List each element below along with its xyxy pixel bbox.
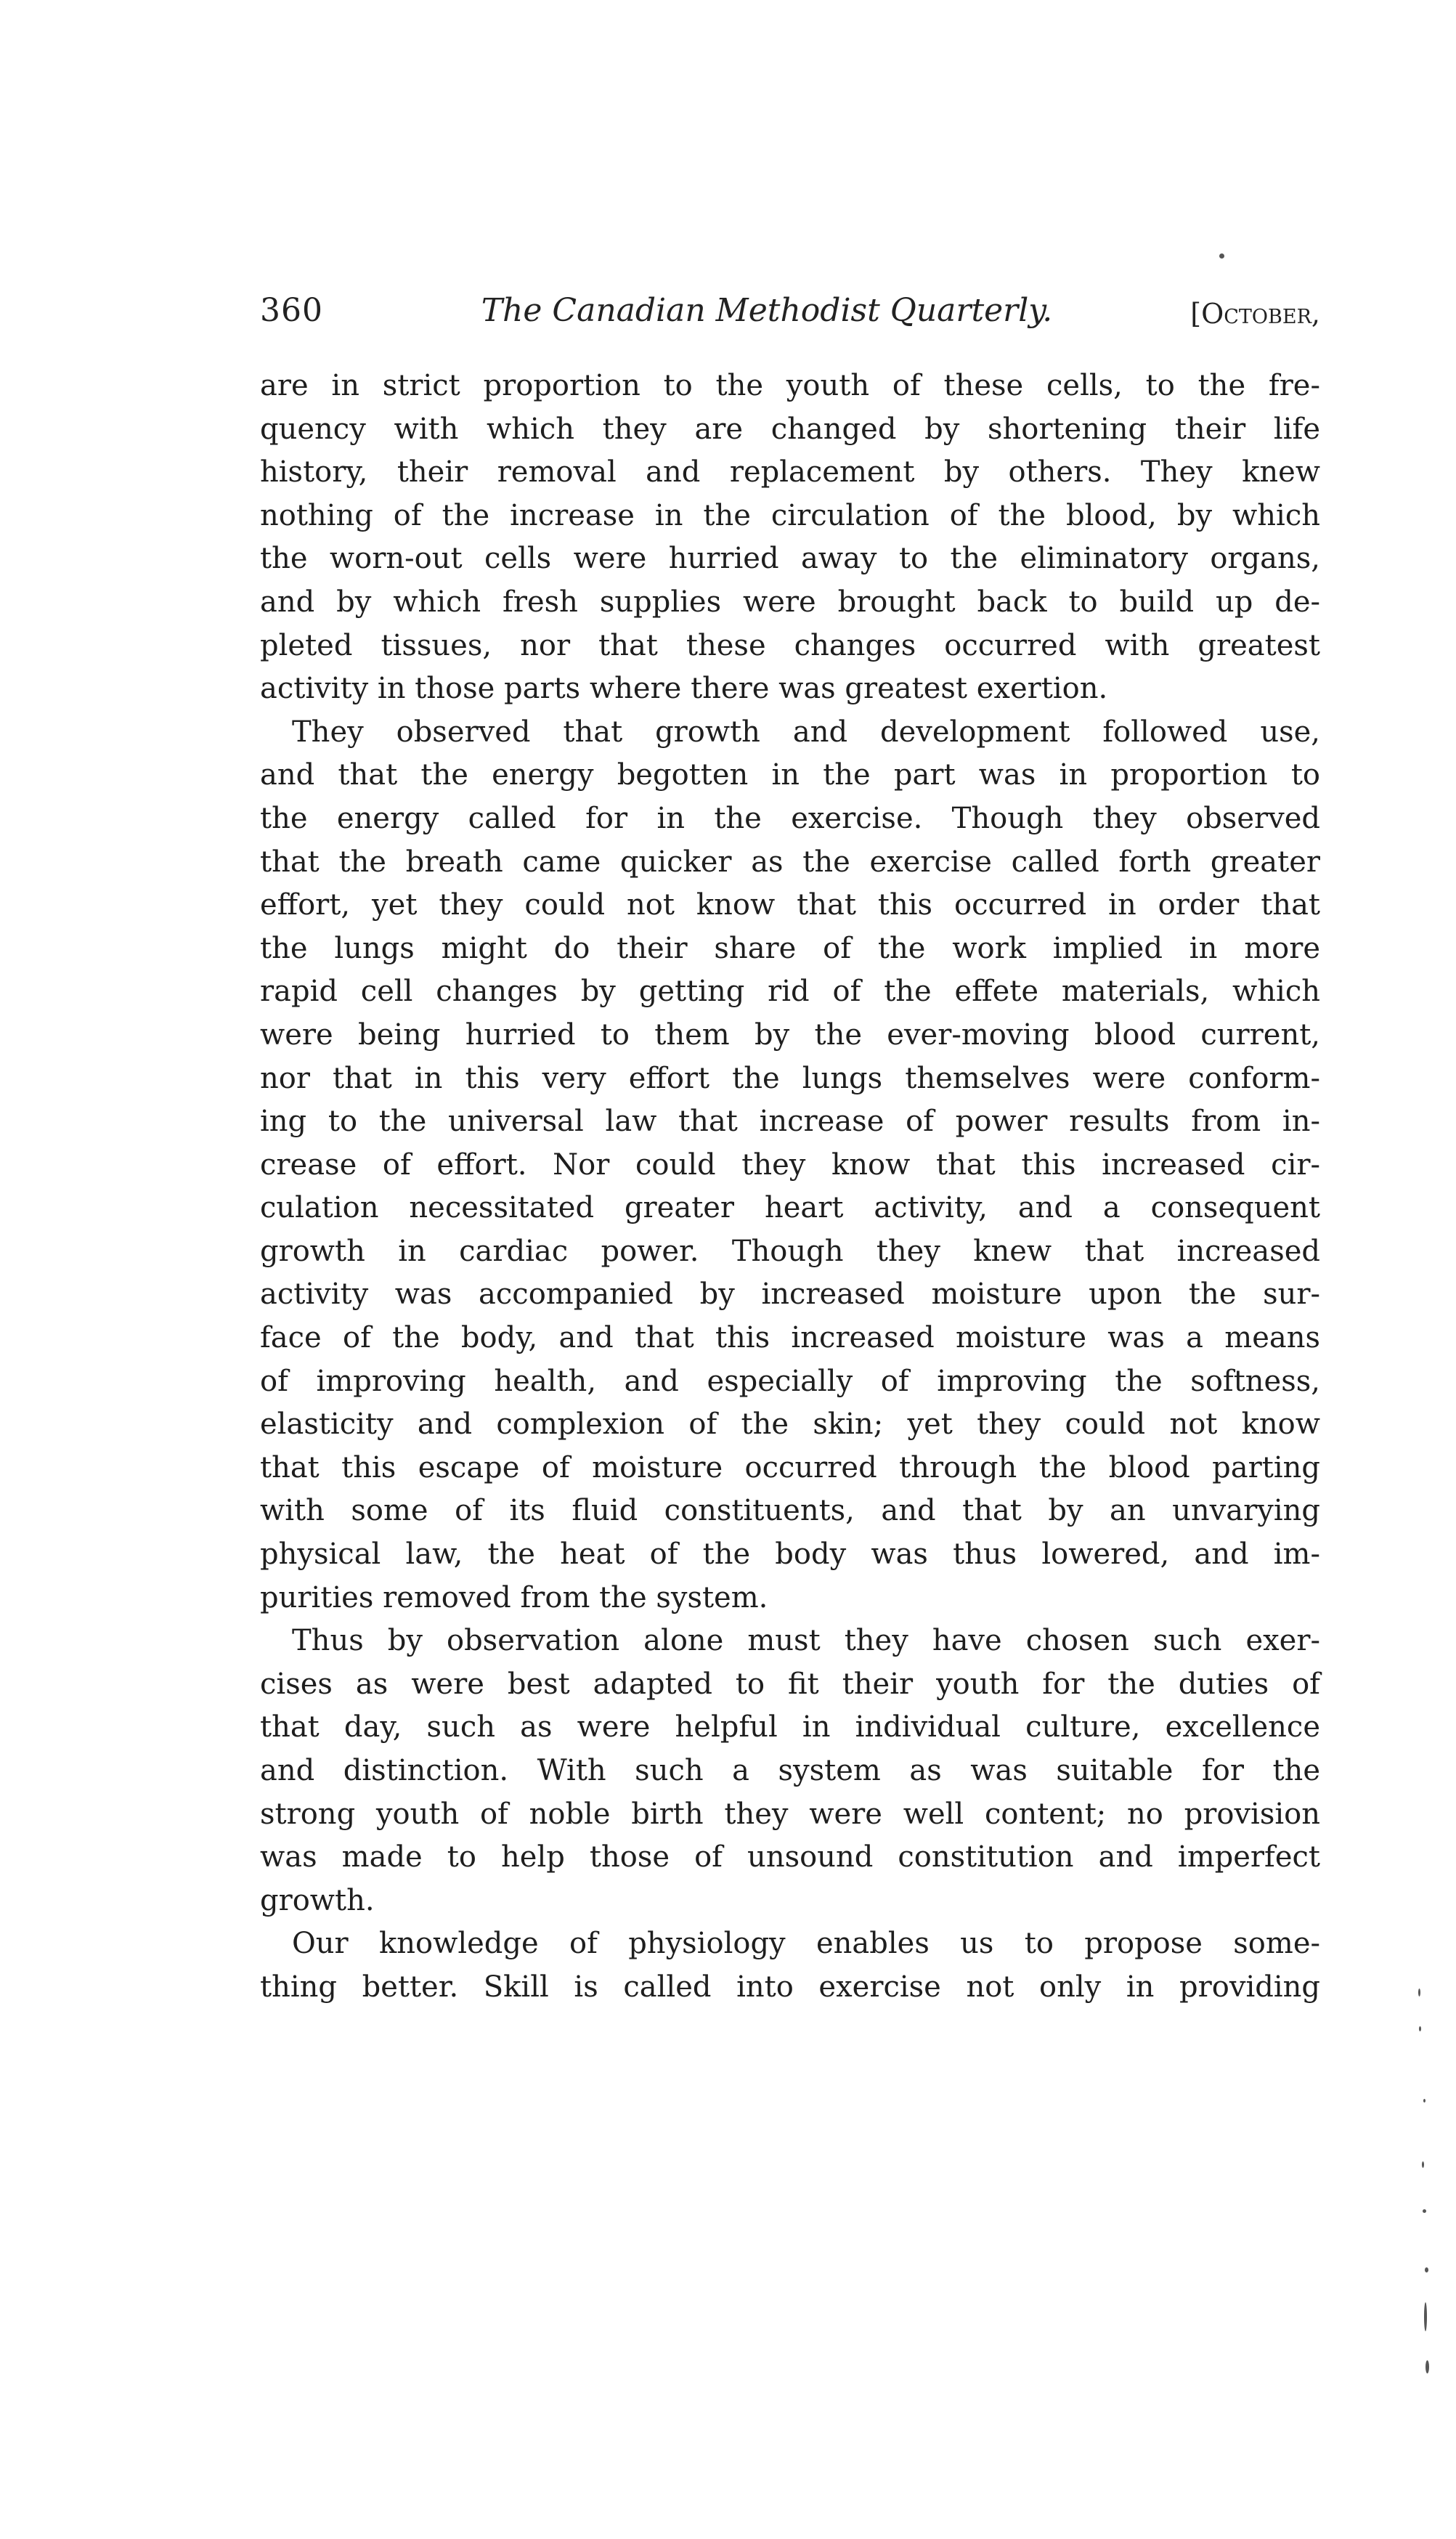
text-line: nothing of the increase in the circulation of the blood, by which <box>260 498 1320 532</box>
text-line: culation necessitated greater heart activity, and a consequent <box>260 1191 1320 1225</box>
text-line: were being hurried to them by the ever-moving blood current, <box>260 1017 1320 1052</box>
scan-speck <box>1423 2209 1426 2213</box>
text-line: crease of effort. Nor could they know that this increased cir- <box>260 1147 1320 1182</box>
text-line: the worn-out cells were hurried away to the eliminatory organs, <box>260 542 1320 576</box>
scan-speck <box>1419 2026 1421 2031</box>
scan-speck <box>1423 2099 1426 2103</box>
text-line: rapid cell changes by getting rid of the effete materials, which <box>260 975 1320 1009</box>
text-line: effort, yet they could not know that this occurred in order that <box>260 888 1320 922</box>
text-line: face of the body, and that this increased moisture was a means <box>260 1321 1320 1355</box>
scan-speck <box>1219 253 1224 259</box>
text-line: that the breath came quicker as the exercise called forth greater <box>260 845 1320 879</box>
text-line: thing better. Skill is called into exercise not only in providing <box>260 1970 1320 2004</box>
text-line: the energy called for in the exercise. Though they observed <box>260 801 1320 835</box>
scan-speck <box>1426 2360 1429 2373</box>
running-title: The Canadian Methodist Quarterly. <box>481 292 1053 329</box>
text-line: with some of its fluid constituents, and that by an unvarying <box>260 1494 1320 1528</box>
scan-speck <box>1425 2267 1428 2272</box>
text-line: are in strict proportion to the youth of these cells, to the fre- <box>260 369 1320 402</box>
issue-month: [October, <box>1190 298 1320 330</box>
text-line: and that the energy begotten in the part was in proportion to <box>260 758 1320 792</box>
text-line: physical law, the heat of the body was thus lowered, and im- <box>260 1537 1320 1572</box>
scan-speck <box>1424 2302 1427 2331</box>
text-line: pleted tissues, nor that these changes occurred with greatest <box>260 628 1320 662</box>
text-line: purities removed from the system. <box>260 1580 768 1614</box>
text-line: strong youth of noble birth they were well content; no provision <box>260 1797 1320 1831</box>
paragraph-start-line: Our knowledge of physiology enables us to propose some- <box>292 1927 1320 1961</box>
text-line: quency with which they are changed by shortening their life <box>260 412 1320 446</box>
text-line: activity in those parts where there was greatest exertion. <box>260 672 1108 706</box>
text-line: ing to the universal law that increase of power results from in- <box>260 1105 1320 1139</box>
text-line: nor that in this very effort the lungs themselves were conform- <box>260 1061 1320 1095</box>
paragraph-start-line: They observed that growth and development followed use, <box>292 715 1320 749</box>
text-line: history, their removal and replacement by others. They knew <box>260 455 1320 489</box>
page-number: 360 <box>260 292 323 329</box>
text-line: that this escape of moisture occurred through the blood parting <box>260 1450 1320 1484</box>
text-line: cises as were best adapted to fit their youth for the duties of <box>260 1667 1320 1701</box>
scan-speck <box>1418 1988 1420 1996</box>
text-line: was made to help those of unsound constitution and imperfect <box>260 1840 1320 1874</box>
body-text <box>260 365 1320 2004</box>
text-line: growth. <box>260 1883 375 1917</box>
text-line: of improving health, and especially of improving the softness, <box>260 1364 1320 1398</box>
text-line: and distinction. With such a system as was suitable for the <box>260 1754 1320 1787</box>
paragraph-start-line: Thus by observation alone must they have chosen such exer- <box>292 1624 1320 1658</box>
page-header <box>260 289 1320 340</box>
text-line: and by which fresh supplies were brought back to build up de- <box>260 585 1320 619</box>
scan-speck <box>1422 2161 1424 2168</box>
text-line: growth in cardiac power. Though they knew that increased <box>260 1234 1320 1268</box>
text-line: activity was accompanied by increased moisture upon the sur- <box>260 1277 1320 1312</box>
text-line: that day, such as were helpful in individual culture, excellence <box>260 1710 1320 1744</box>
text-line: elasticity and complexion of the skin; yet they could not know <box>260 1407 1320 1442</box>
text-line: the lungs might do their share of the work implied in more <box>260 931 1320 965</box>
